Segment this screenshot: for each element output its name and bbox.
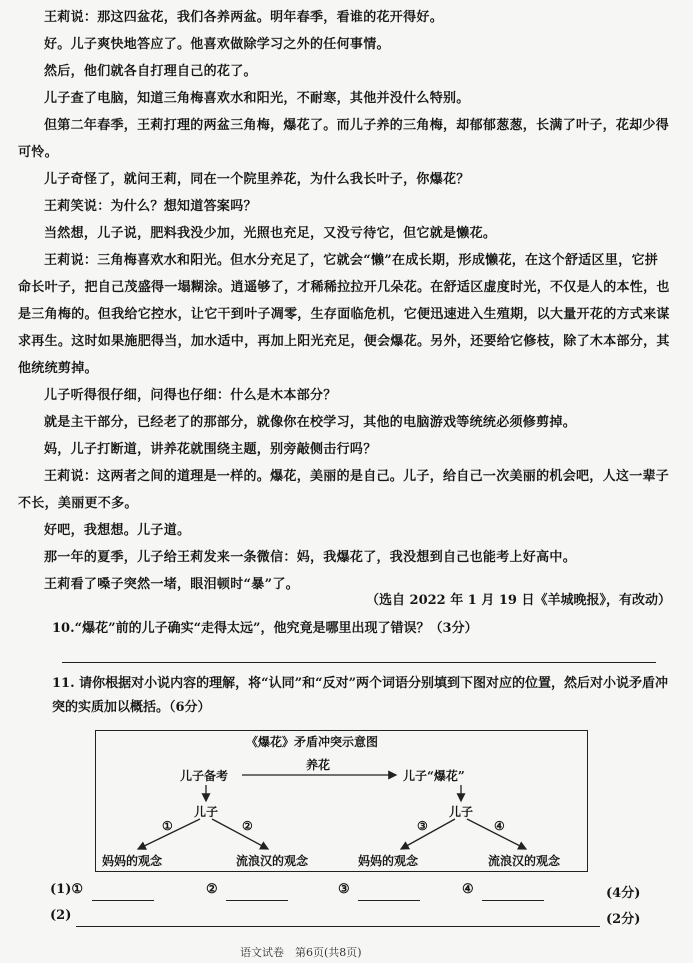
diagram-tramp-view-1: 流浪汉的观念 <box>236 854 309 868</box>
blank-4[interactable] <box>482 900 544 901</box>
blank-3[interactable] <box>358 900 420 901</box>
answer-label-1: (1)① <box>50 882 84 897</box>
story-paragraph: 那一年的夏季，儿子给王莉发来一条微信：妈，我爆花了，我没想到自己也能考上好高中。 <box>44 550 577 565</box>
diagram-left-top: 儿子备考 <box>180 769 229 783</box>
diagram-circle-1: ① <box>162 819 173 833</box>
story-paragraph: 好吧，我想想。儿子道。 <box>44 523 191 538</box>
diagram-circle-3: ③ <box>417 819 428 833</box>
story-paragraph: 然后，他们就各自打理自己的花了。 <box>44 64 257 79</box>
story-paragraph: 就是主干部分，已经老了的那部分，就像你在校学习，其他的电脑游戏等统统必须修剪掉。 <box>44 415 577 430</box>
conflict-diagram <box>95 730 588 872</box>
answer-line-q10[interactable] <box>62 662 656 663</box>
diagram-right-son: 儿子 <box>449 805 474 819</box>
branch-arrow-3 <box>401 819 455 849</box>
story-paragraph: 好。儿子爽快地答应了。他喜欢做除学习之外的任何事情。 <box>44 37 390 52</box>
story-paragraph: 王莉笑说：为什么？想知道答案吗？ <box>44 199 257 214</box>
blank-2[interactable] <box>226 900 288 901</box>
page-footer: 语文试卷 第6页(共8页) <box>240 946 362 959</box>
story-paragraph: 儿子奇怪了，就问王莉，同在一个院里养花，为什么我长叶子，你爆花？ <box>44 172 470 187</box>
answer-label-3: ③ <box>338 882 350 897</box>
diagram-right-top: 儿子“爆花” <box>403 769 465 783</box>
story-paragraph: 王莉说：那这四盆花，我们各养两盆。明年春季，看谁的花开得好。 <box>44 10 444 25</box>
score-row-1: (4分) <box>606 886 641 901</box>
answer-label-row2: (2) <box>50 908 72 923</box>
story-paragraph: 但第二年春季，王莉打理的两盆三角梅，爆花了。而儿子养的三角梅，却郁郁葱葱，长满了叶子，花却少得可怜。 <box>18 118 670 160</box>
question-10: 10.“爆花”前的儿子确实“走得太远”，他究竟是哪里出现了错误？（3分） <box>52 621 478 636</box>
diagram-arrows <box>96 731 587 871</box>
answer-row-2 <box>20 908 660 932</box>
blank-1[interactable] <box>92 900 154 901</box>
diagram-circle-2: ② <box>242 819 253 833</box>
blank-summary[interactable] <box>76 926 600 927</box>
diagram-mom-view-1: 妈妈的观念 <box>102 854 163 868</box>
answer-label-4: ④ <box>462 882 474 897</box>
story-paragraph: 儿子查了电脑，知道三角梅喜欢水和阳光，不耐寒，其他并没什么特别。 <box>44 91 470 106</box>
score-row-2: (2分) <box>606 912 641 927</box>
diagram-circle-4: ④ <box>494 819 505 833</box>
branch-arrow-2 <box>212 819 268 849</box>
answer-label-2: ② <box>206 882 218 897</box>
diagram-middle: 养花 <box>306 758 331 772</box>
story-paragraph: 王莉说：三角梅喜欢水和阳光。但水分充足了，它就会“懒”在成长期，形成懒花，在这个舒适区里，它拼命长叶子，把自己茂盛得一塌糊涂。逍遥够了，才稀稀拉拉开几朵花。在舒适区虚度时光，不仅是人的本性，也是三角梅的。但我给它控水，让它干到叶子凋零，生存面临危机，它便迅速进入生殖期，以大量开花的方式来谋求再生。这时如果施肥得当，加水适中，再加上阳光充足，便会爆花。另外，还要给它修枝，除了木本部分，其他统统剪掉。 <box>18 253 670 376</box>
diagram-title: 《爆花》矛盾冲突示意图 <box>246 735 379 749</box>
story-paragraph: 王莉看了嗓子突然一堵，眼泪顿时“暴”了。 <box>44 577 299 592</box>
source-citation: （选自 2022 年 1 月 19 日《羊城晚报》，有改动） <box>366 593 671 608</box>
diagram-tramp-view-2: 流浪汉的观念 <box>488 854 561 868</box>
answer-row-1 <box>20 882 660 906</box>
story-paragraph: 当然想，儿子说，肥料我没少加，光照也充足，又没亏待它，但它就是懒花。 <box>44 226 497 241</box>
story-paragraph: 儿子听得很仔细，问得也仔细：什么是木本部分？ <box>44 388 337 403</box>
question-11: 11. 请你根据对小说内容的理解，将“认同”和“反对”两个词语分别填到下图对应的位置，然后对小说矛盾冲突的实质加以概括。（6分） <box>52 676 669 715</box>
diagram-mom-view-2: 妈妈的观念 <box>358 854 419 868</box>
story-paragraph: 妈，儿子打断道，讲养花就围绕主题，别旁敲侧击行吗？ <box>44 442 377 457</box>
story-paragraph: 王莉说：这两者之间的道理是一样的。爆花，美丽的是自己。儿子，给自己一次美丽的机会吧，人这一辈子不长，美丽更不多。 <box>18 469 670 511</box>
diagram-left-son: 儿子 <box>194 805 219 819</box>
